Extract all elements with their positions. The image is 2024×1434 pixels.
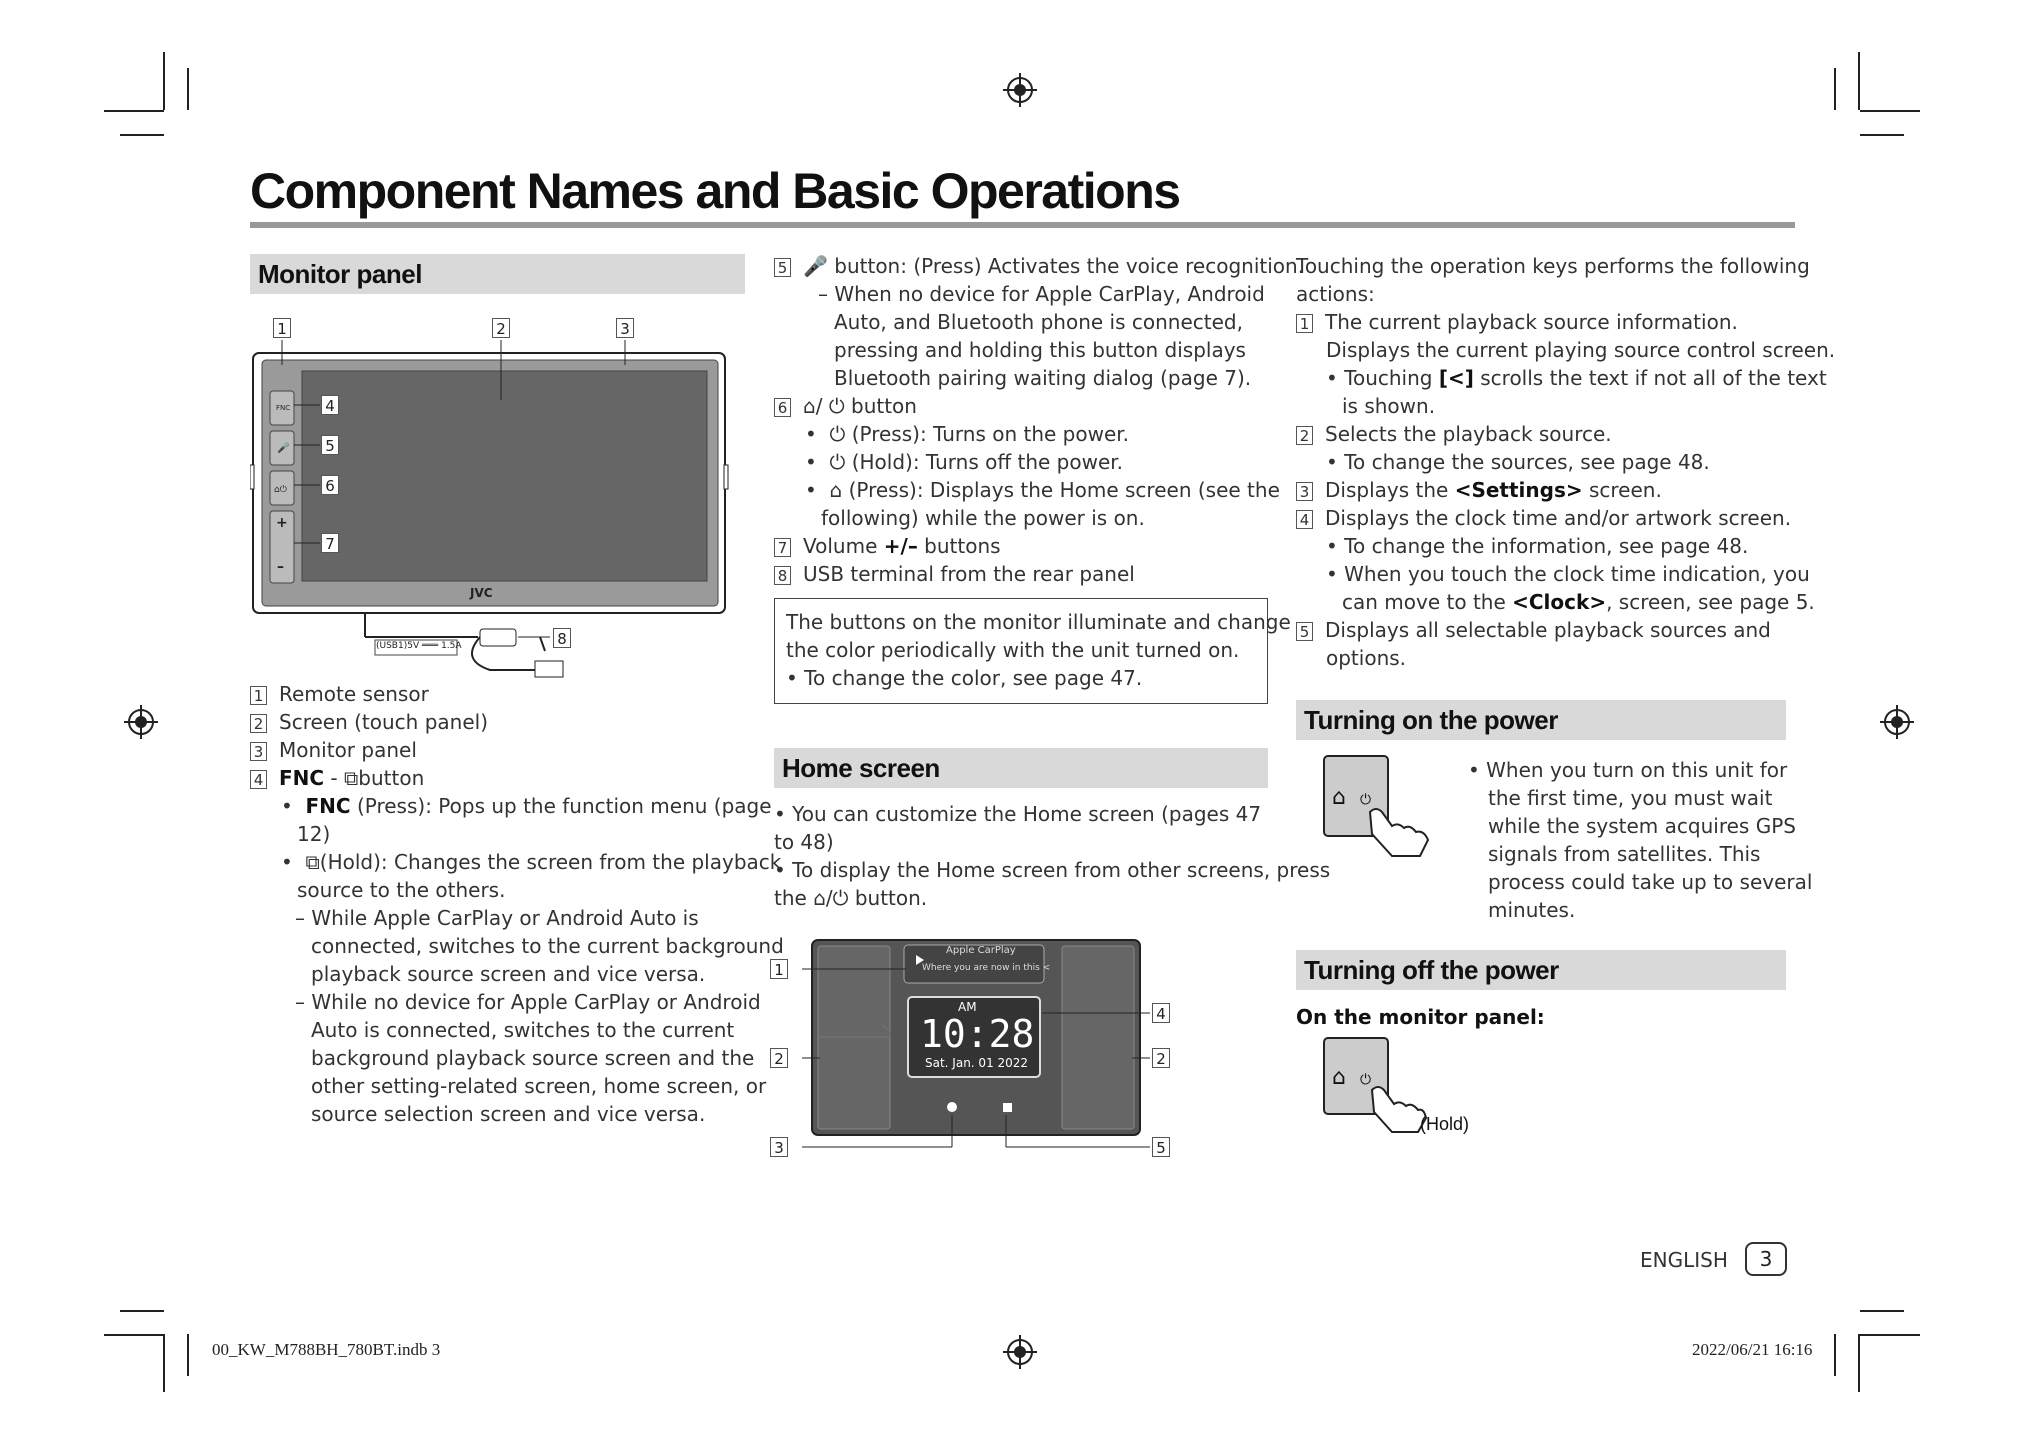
home-bullet-cont: the ⌂/⏻ button. xyxy=(774,886,928,910)
right-item-4-bullet: • When you touch the clock time indication, you xyxy=(1326,562,1810,586)
power-on-line: the first time, you must wait xyxy=(1488,786,1773,810)
right-item-1: 1 The current playback source information. xyxy=(1296,308,1738,336)
home-callout-1: 1 xyxy=(770,959,788,979)
crop-mark xyxy=(1858,52,1860,110)
fnc-bullet-cont: 12) xyxy=(297,822,331,846)
right-item-2-bullet: • To change the sources, see page 48. xyxy=(1326,450,1710,474)
svg-text:+: + xyxy=(276,515,288,531)
crop-mark xyxy=(120,1310,164,1312)
callout-4: 4 xyxy=(321,395,339,415)
svg-text:–: – xyxy=(277,559,284,575)
registration-mark-icon xyxy=(1880,705,1914,739)
item-5-dash: pressing and holding this button displays xyxy=(834,338,1246,362)
item-6-bullet: • ⏻ (Press): Turns on the power. xyxy=(805,422,1130,446)
crop-mark xyxy=(163,1334,165,1392)
crop-mark xyxy=(163,52,165,110)
home-callout-5: 5 xyxy=(1152,1137,1170,1157)
callout-1: 1 xyxy=(273,318,291,338)
right-item-1-bullet: • Touching [<] scrolls the text if not all of the text xyxy=(1326,366,1827,390)
footer-filename: 00_KW_M788BH_780BT.indb 3 xyxy=(212,1340,441,1359)
note-line: the color periodically with the unit turned on. xyxy=(786,638,1240,662)
fnc-dash-line: – While Apple CarPlay or Android Auto is xyxy=(295,906,699,930)
page-number: 3 xyxy=(1745,1242,1787,1276)
power-on-line: while the system acquires GPS xyxy=(1488,814,1796,838)
registration-mark-icon xyxy=(1003,1335,1037,1369)
home-icon: ⌂ xyxy=(829,478,843,502)
list-item: 1 Remote sensor xyxy=(250,680,429,708)
item-5: 5 🎤 button: (Press) Activates the voice recognition. xyxy=(774,252,1304,280)
fnc-dash-line: other setting-related screen, home screen, or xyxy=(311,1074,767,1098)
item-6-bullet: • ⏻ (Hold): Turns off the power. xyxy=(805,450,1124,474)
home-callout-4: 4 xyxy=(1152,1003,1170,1023)
crop-mark xyxy=(187,68,189,110)
fnc-bullet: • FNC (Press): Pops up the function menu (page xyxy=(281,794,772,818)
fnc-dash-line: playback source screen and vice versa. xyxy=(311,962,706,986)
crop-mark xyxy=(1834,68,1836,110)
home-bullet-cont: to 48) xyxy=(774,830,834,854)
crop-mark xyxy=(1858,1334,1860,1392)
monitor-panel-illustration xyxy=(250,315,750,680)
note-line: • To change the color, see page 47. xyxy=(786,666,1143,690)
right-item-4: 4 Displays the clock time and/or artwork screen. xyxy=(1296,504,1791,532)
home-bullet: • You can customize the Home screen (pages 47 xyxy=(774,802,1262,826)
crop-mark xyxy=(104,1334,164,1336)
home-source-sub: Where you are now in this < xyxy=(922,963,1051,973)
power-on-heading: Turning on the power xyxy=(1296,700,1786,740)
right-item-1-bullet-cont: is shown. xyxy=(1342,394,1436,418)
right-item-3: 3 Displays the <Settings> screen. xyxy=(1296,476,1662,504)
svg-text:⌂⏻: ⌂⏻ xyxy=(274,485,287,495)
right-item-2: 2 Selects the playback source. xyxy=(1296,420,1612,448)
intro-line: Touching the operation keys performs the following xyxy=(1296,254,1810,278)
item-7: 7 Volume +/– buttons xyxy=(774,532,1001,560)
monitor-panel-heading: Monitor panel xyxy=(250,254,745,294)
svg-text:⏻: ⏻ xyxy=(1360,1072,1372,1088)
fnc-dash-line: source selection screen and vice versa. xyxy=(311,1102,706,1126)
brand-label: JVC xyxy=(470,586,493,600)
callout-3: 3 xyxy=(616,318,634,338)
item-6-bullet: • ⌂ (Press): Displays the Home screen (see the xyxy=(805,478,1280,502)
fnc-dash-line: Auto is connected, switches to the current xyxy=(311,1018,735,1042)
registration-mark-icon xyxy=(124,705,158,739)
footer-timestamp: 2022/06/21 16:16 xyxy=(1692,1340,1813,1359)
language-label: ENGLISH xyxy=(1640,1248,1728,1272)
fnc-dash-line: connected, switches to the current background xyxy=(311,934,784,958)
fnc-bullet: • ⧉(Hold): Changes the screen from the playback xyxy=(281,850,782,874)
right-item-5-cont: options. xyxy=(1326,646,1407,670)
list-item: 3 Monitor panel xyxy=(250,736,417,764)
callout-8: 8 xyxy=(553,628,571,648)
mic-icon: 🎤 xyxy=(803,254,828,278)
power-icon: ⏻ xyxy=(828,394,845,418)
registration-mark-icon xyxy=(1003,73,1037,107)
crop-mark xyxy=(1860,134,1904,136)
crop-mark xyxy=(120,134,164,136)
item-5-dash: Auto, and Bluetooth phone is connected, xyxy=(834,310,1243,334)
power-icon: ⏻ xyxy=(829,422,846,446)
svg-text:FNC: FNC xyxy=(276,404,291,412)
right-item-4-bullet: • To change the information, see page 48. xyxy=(1326,534,1749,558)
callout-5: 5 xyxy=(321,435,339,455)
home-screen-heading: Home screen xyxy=(774,748,1268,788)
item-8: 8 USB terminal from the rear panel xyxy=(774,560,1135,588)
home-callout-3: 3 xyxy=(770,1137,788,1157)
right-item-5: 5 Displays all selectable playback sources and xyxy=(1296,616,1771,644)
callout-2: 2 xyxy=(492,318,510,338)
power-icon: ⏻ xyxy=(829,450,846,474)
home-date: Sat. Jan. 01 2022 xyxy=(925,1056,1029,1070)
home-clock: 10:28 xyxy=(920,1012,1035,1056)
right-item-4-bullet-cont: can move to the <Clock>, screen, see page 5. xyxy=(1342,590,1815,614)
crop-mark xyxy=(104,110,164,112)
svg-text:⌂: ⌂ xyxy=(1332,785,1346,810)
fnc-dash-line: – While no device for Apple CarPlay or Android xyxy=(295,990,761,1014)
item-6-bullet-cont: following) while the power is on. xyxy=(821,506,1145,530)
callout-6: 6 xyxy=(321,475,339,495)
power-on-line: signals from satellites. This xyxy=(1488,842,1761,866)
svg-text:⌂: ⌂ xyxy=(1332,1065,1346,1090)
crop-mark xyxy=(1860,110,1920,112)
svg-text:⏻: ⏻ xyxy=(1360,792,1372,808)
item-5-dash: Bluetooth pairing waiting dialog (page 7). xyxy=(834,366,1252,390)
svg-text:🎤: 🎤 xyxy=(277,443,290,454)
intro-line: actions: xyxy=(1296,282,1375,306)
list-item: 2 Screen (touch panel) xyxy=(250,708,488,736)
item-5-dash: – When no device for Apple CarPlay, Android xyxy=(818,282,1265,306)
hold-label: (Hold) xyxy=(1420,1114,1470,1134)
callout-7: 7 xyxy=(321,533,339,553)
home-callout-2: 2 xyxy=(1152,1048,1170,1068)
power-off-subheading: On the monitor panel: xyxy=(1296,1005,1545,1029)
home-source-label: Apple CarPlay xyxy=(946,945,1016,956)
title-rule xyxy=(250,222,1795,228)
usb-label: (USB1)5V ═══ 1.5A xyxy=(376,641,462,651)
power-on-line: minutes. xyxy=(1488,898,1576,922)
home-ampm: AM xyxy=(958,1000,977,1014)
right-item-1-cont: Displays the current playing source control screen. xyxy=(1326,338,1836,362)
home-icon: ⌂ xyxy=(813,886,826,910)
item-6: 6 ⌂/ ⏻ button xyxy=(774,392,917,420)
fnc-bullet-cont: source to the others. xyxy=(297,878,506,902)
home-icon: ⌂ xyxy=(803,394,816,418)
crop-mark xyxy=(1860,1334,1920,1336)
home-bullet: • To display the Home screen from other screens, press xyxy=(774,858,1331,882)
crop-mark xyxy=(1834,1334,1836,1376)
crop-mark xyxy=(1860,1310,1904,1312)
home-callout-2: 2 xyxy=(770,1048,788,1068)
page-title: Component Names and Basic Operations xyxy=(250,163,1180,219)
power-icon: ⏻ xyxy=(832,886,849,910)
power-on-line: process could take up to several xyxy=(1488,870,1813,894)
list-item: 4 FNC - ⧉button xyxy=(250,764,424,792)
power-on-button-illustration xyxy=(1320,752,1440,862)
crop-mark xyxy=(187,1334,189,1376)
note-line: The buttons on the monitor illuminate and change xyxy=(786,610,1291,634)
power-off-heading: Turning off the power xyxy=(1296,950,1786,990)
fnc-dash-line: background playback source screen and the xyxy=(311,1046,755,1070)
power-on-line: • When you turn on this unit for xyxy=(1468,758,1788,782)
